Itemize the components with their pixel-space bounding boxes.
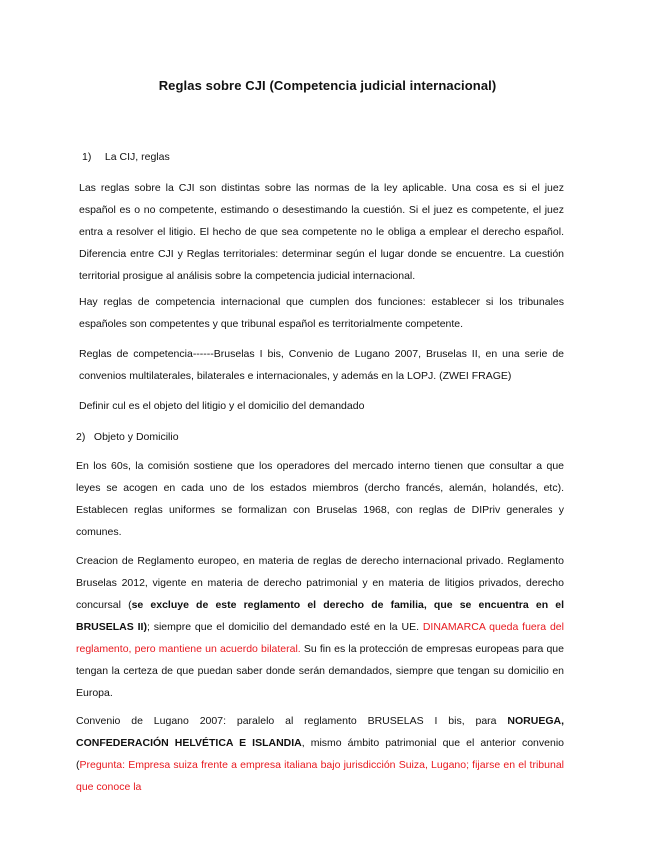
ambito-text: , mismo ámbito patrimonial que el anterior convenio ( <box>76 737 564 771</box>
section-1-paragraph-2: Hay reglas de competencia internacional que cumplen dos funciones: establecer si los tribunales españoles son competentes y que tribunal español es territorialmente competente. <box>79 296 564 330</box>
reglamento-text: Creacion de Reglamento europeo, en materia de reglas de derecho internacional privado. Reglamento Bruselas 2012, vigente en materia de derecho patrimonial y en materia de litigios privados, derecho concursal ( <box>76 555 564 611</box>
section-1-paragraph-3: Reglas de competencia------Bruselas I bis, Convenio de Lugano 2007, Bruselas II, en una serie de convenios multilaterales, bilaterales e internacionales, y además en la LOPJ. (ZWEI FRAGE) <box>79 348 564 382</box>
section-2-paragraph-3 <box>76 710 564 798</box>
fin-proteccion-text: Su fin es la protección de empresas europeas para que tengan la certeza de que puedan saber donde serán demandados, siempre que tengan su domicilio en Europa. <box>76 643 564 699</box>
section-2-paragraph-1: En los 60s, la comisión sostiene que los operadores del mercado interno tienen que consultar a que leyes se acogen en cada uno de los estados miembros (dercho francés, alemán, holandés, etc). Establecen reglas uniformes se formalizan con Bruselas 1968, con reglas de DIPriv generales y comunes. <box>76 460 564 538</box>
section-1-number: 1) <box>82 151 92 163</box>
section-2-title: Objeto y Domicilio <box>93 431 179 443</box>
dinamarca-note: DINAMARCA queda fuera del reglamento, pero mantiene un acuerdo bilateral. <box>76 621 564 655</box>
paises-lugano: NORUEGA, CONFEDERACIÓN HELVÉTICA E ISLANDIA <box>76 715 564 749</box>
bruselas-ii-exclusion: se excluye de este reglamento el derecho de familia, que se encuentra en el BRUSELAS II) <box>76 599 564 633</box>
section-2-paragraph-2 <box>76 550 564 704</box>
lugano-text: Convenio de Lugano 2007: paralelo al reglamento BRUSELAS I bis, para <box>76 715 508 727</box>
pregunta-note: Pregunta: Empresa suiza frente a empresa italiana bajo jurisdicción Suiza, Lugano; fijarse en el tribunal que conoce la <box>76 759 564 793</box>
section-2-number: 2) <box>76 431 86 443</box>
document-title: Reglas sobre CJI (Competencia judicial internacional) <box>158 78 497 93</box>
domicilio-ue-text: ; siempre que el domicilio del demandado esté en la UE. <box>146 621 423 633</box>
section-1-title: La CIJ, reglas <box>104 151 170 163</box>
section-1-heading <box>82 151 170 163</box>
section-2-heading <box>76 431 179 443</box>
section-1-paragraph-1: Las reglas sobre la CJI son distintas sobre las normas de la ley aplicable. Una cosa es si el juez español es o no competente, estimando o desestimando la cuestión. Si el juez es competente, el juez entra a resolver el litigio. El hecho de que sea competente no le obliga a emplear el derecho español. Diferencia entre CJI y Reglas territoriales: determinar según el lugar donde se encuentre. La cuestión territorial prosigue al análisis sobre la competencia judicial internacional. <box>79 182 564 282</box>
section-1-paragraph-4: Definir cul es el objeto del litigio y el domicilio del demandado <box>79 400 365 412</box>
